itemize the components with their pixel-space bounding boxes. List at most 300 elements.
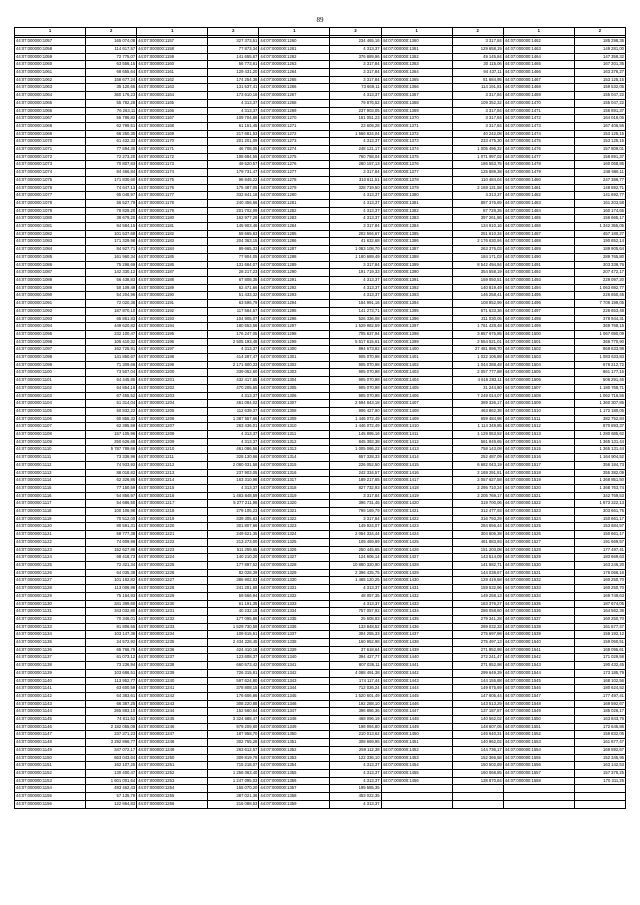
cadastral-number-cell: 44:07:000000:1395: [381, 307, 452, 315]
cadastral-value-cell: 184 171,03: [452, 253, 503, 261]
cadastral-number-cell: 44:07:000000:1500: [503, 330, 574, 338]
cadastral-value-cell: 382 752,84: [574, 415, 625, 423]
cadastral-value-cell: 133 848,52: [330, 623, 381, 631]
cadastral-number-cell: 44:07:000000:1227: [137, 577, 208, 585]
cadastral-value-cell: 143 513,29: [452, 700, 503, 708]
cadastral-number-cell: 44:07:000000:1189: [137, 284, 208, 292]
cadastral-value-cell: 2 168 131,58: [452, 184, 503, 192]
cadastral-number-cell: 44:07:000000:1282: [259, 207, 330, 215]
cadastral-number-cell: 44:07:000000:1184: [137, 246, 208, 254]
cadastral-number-cell: 44:07:000000:1373: [381, 138, 452, 146]
cadastral-value-cell: 309 819,78: [208, 754, 259, 762]
cadastral-value-cell: 326 130,66: [208, 454, 259, 462]
cadastral-number-cell: 44:07:000000:1206: [137, 415, 208, 423]
cadastral-value-cell: 31 244,80: [452, 384, 503, 392]
cadastral-value-cell: 73 336,96: [86, 454, 137, 462]
cadastral-value-cell: 171 830,60: [86, 176, 137, 184]
cadastral-number-cell: 44:07:000000:1494: [503, 284, 574, 292]
cadastral-number-cell: 44:07:000000:1438: [381, 639, 452, 647]
cadastral-number-cell: 44:07:000000:1077: [15, 192, 86, 200]
cadastral-value-cell: 158 891,37: [574, 153, 625, 161]
cadastral-number-cell: 44:07:000000:1558: [503, 777, 574, 785]
cadastral-number-cell: 44:07:000000:1102: [15, 384, 86, 392]
cadastral-number-cell: 44:07:000000:1175: [137, 176, 208, 184]
table-row: [15, 407, 626, 415]
cadastral-number-cell: 44:07:000000:1157: [137, 38, 208, 46]
cadastral-number-cell: 44:07:000000:1394: [381, 300, 452, 308]
cadastral-number-cell: 44:07:000000:1239: [137, 669, 208, 677]
cadastral-number-cell: 44:07:000000:1419: [381, 492, 452, 500]
cadastral-value-cell: 1 368 763,74: [574, 484, 625, 492]
cadastral-number-cell: 44:07:000000:1386: [381, 238, 452, 246]
cadastral-number-cell: 44:07:000000:1125: [15, 562, 86, 570]
cadastral-number-cell: 44:07:000000:1095: [15, 330, 86, 338]
cadastral-value-cell: 151 203,08: [452, 546, 503, 554]
cadastral-number-cell: 44:07:000000:1118: [15, 508, 86, 516]
cadastral-number-cell: 44:07:000000:1162: [137, 76, 208, 84]
cadastral-number-cell: 44:07:000000:1489: [503, 246, 574, 254]
cadastral-value-cell: 159 532,05: [574, 84, 625, 92]
cadastral-number-cell: 44:07:000000:1413: [381, 446, 452, 454]
table-row: [15, 538, 626, 546]
cadastral-number-cell: 44:07:000000:1177: [137, 192, 208, 200]
cadastral-value-cell: 1 005 066,22: [330, 446, 381, 454]
cadastral-number-cell: 44:07:000000:1497: [503, 307, 574, 315]
cadastral-value-cell: 23 609,28: [330, 122, 381, 130]
cadastral-number-cell: 44:07:000000:1327: [259, 554, 330, 562]
table-header-row: [15, 28, 626, 36]
cadastral-number-cell: 44:07:000000:1058: [15, 45, 86, 53]
cadastral-value-cell: 37 618,64: [330, 646, 381, 654]
table-row: [15, 92, 626, 100]
cadastral-value-cell: 263 436,01: [208, 423, 259, 431]
table-row: [15, 800, 626, 808]
cadastral-value-cell: 328 719,50: [330, 184, 381, 192]
cadastral-value-cell: 1 446 072,49: [330, 415, 381, 423]
cadastral-value-cell: 4 313,37: [330, 777, 381, 785]
cadastral-value-cell: 101 537,68: [86, 230, 137, 238]
cadastral-value-cell: 72 321,34: [86, 562, 137, 570]
cadastral-number-cell: 44:07:000000:1260: [259, 38, 330, 46]
cadastral-number-cell: 44:07:000000:1243: [137, 700, 208, 708]
cadastral-number-cell: 44:07:000000:1191: [137, 300, 208, 308]
table-row: [15, 346, 626, 354]
cadastral-value-cell: 312 477,93: [452, 508, 503, 516]
cadastral-value-cell: 122 864,83: [86, 800, 137, 808]
cadastral-value-cell: 149 924,07: [330, 523, 381, 531]
cadastral-number-cell: 44:07:000000:1241: [137, 685, 208, 693]
cadastral-number-cell: 44:07:000000:1190: [137, 292, 208, 300]
cadastral-value-cell: 64 383,61: [86, 692, 137, 700]
cadastral-value-cell: 160 250,70: [574, 577, 625, 585]
cadastral-value-cell: 57 135,79: [86, 793, 137, 801]
cadastral-value-cell: 62 471,66: [208, 284, 259, 292]
cadastral-value-cell: 70 346,01: [86, 615, 137, 623]
cadastral-value-cell: 40 242,08: [452, 130, 503, 138]
cadastral-value-cell: 58 665,63: [208, 230, 259, 238]
cadastral-value-cell: 1 005 496,32: [452, 146, 503, 154]
cadastral-value-cell: 164 991,16: [330, 300, 381, 308]
cadastral-number-cell: 44:07:000000:1214: [137, 477, 208, 485]
cadastral-number-cell: 44:07:000000:1078: [15, 199, 86, 207]
cadastral-value-cell: 861 177,15: [574, 369, 625, 377]
cadastral-value-cell: 75 298,69: [86, 261, 137, 269]
cadastral-number-cell: 44:07:000000:1104: [15, 400, 86, 408]
cadastral-value-cell: 226 653,48: [574, 307, 625, 315]
cadastral-value-cell: 163 843,76: [574, 716, 625, 724]
cadastral-number-cell: 44:07:000000:1469: [503, 92, 574, 100]
cadastral-number-cell: 44:07:000000:1188: [137, 276, 208, 284]
cadastral-value-cell: 4 313,37: [330, 284, 381, 292]
table-row: [15, 99, 626, 107]
table-row: [15, 500, 626, 508]
cadastral-number-cell: 44:07:000000:1416: [381, 469, 452, 477]
cadastral-number-cell: 44:07:000000:1535: [503, 600, 574, 608]
cadastral-value-cell: 159 192,12: [574, 631, 625, 639]
cadastral-value-cell: 275 697,98: [452, 631, 503, 639]
table-row: [15, 107, 626, 115]
cadastral-number-cell: 44:07:000000:1159: [137, 53, 208, 61]
table-row: [15, 654, 626, 662]
cadastral-value-cell: 526 336,08: [330, 315, 381, 323]
cadastral-number-cell: 44:07:000000:1365: [381, 76, 452, 84]
cadastral-number-cell: 44:07:000000:1179: [137, 207, 208, 215]
cadastral-value-cell: 3 317,84: [452, 92, 503, 100]
cadastral-number-cell: 44:07:000000:1244: [137, 708, 208, 716]
cadastral-number-cell: 44:07:000000:1313: [259, 446, 330, 454]
cadastral-number-cell: 44:07:000000:1057: [15, 38, 86, 46]
cadastral-number-cell: 44:07:000000:1161: [137, 69, 208, 77]
cadastral-value-cell: 250 626,68: [86, 438, 137, 446]
cadastral-value-cell: 138 870,84: [452, 777, 503, 785]
cadastral-value-cell: 153 684,57: [574, 523, 625, 531]
cadastral-number-cell: 44:07:000000:1220: [137, 523, 208, 531]
cadastral-number-cell: 44:07:000000:1435: [381, 615, 452, 623]
cadastral-value-cell: 155 047,22: [574, 99, 625, 107]
cadastral-value-cell: 129 419,58: [452, 577, 503, 585]
cadastral-value-cell: 162 107,25: [86, 762, 137, 770]
cadastral-number-cell: 44:07:000000:1232: [137, 615, 208, 623]
cadastral-value-cell: 237 903,05: [208, 469, 259, 477]
cadastral-number-cell: 44:07:000000:1207: [137, 423, 208, 431]
cadastral-value-cell: 177 497,41: [574, 692, 625, 700]
cadastral-number-cell: 44:07:000000:1106: [15, 415, 86, 423]
cadastral-value-cell: 64 035,38: [86, 569, 137, 577]
cadastral-value-cell: 316 793,29: [452, 515, 503, 523]
cadastral-number-cell: 44:07:000000:1140: [15, 677, 86, 685]
cadastral-number-cell: 44:07:000000:1319: [259, 492, 330, 500]
cadastral-value-cell: 191 669,57: [574, 538, 625, 546]
cadastral-value-cell: 1 465 120,25: [330, 577, 381, 585]
cadastral-value-cell: 2 434 228,45: [208, 639, 259, 647]
cadastral-number-cell: 44:07:000000:1539: [503, 631, 574, 639]
cadastral-number-cell: 44:07:000000:1391: [381, 276, 452, 284]
cadastral-number-cell: 44:07:000000:1193: [137, 315, 208, 323]
cadastral-number-cell: 44:07:000000:1509: [503, 400, 574, 408]
cadastral-value-cell: 657 328,33: [330, 454, 381, 462]
cadastral-number-cell: 44:07:000000:1124: [15, 554, 86, 562]
cadastral-value-cell: 234 465,16: [330, 38, 381, 46]
cadastral-number-cell: 44:07:000000:1382: [381, 207, 452, 215]
cadastral-value-cell: 159 050,51: [574, 639, 625, 647]
cadastral-value-cell: 152 627,86: [86, 546, 137, 554]
cadastral-number-cell: 44:07:000000:1131: [15, 608, 86, 616]
cadastral-number-cell: 44:07:000000:1482: [503, 192, 574, 200]
table-row: [15, 377, 626, 385]
cadastral-value-cell: 63 600,59: [86, 685, 137, 693]
cadastral-value-cell: 54 686,50: [86, 500, 137, 508]
cadastral-value-cell: 659 484,98: [452, 415, 503, 423]
cadastral-value-cell: 906 427,90: [330, 407, 381, 415]
cadastral-number-cell: 44:07:000000:1324: [259, 531, 330, 539]
cadastral-number-cell: 44:07:000000:1117: [15, 500, 86, 508]
cadastral-value-cell: 201 702,09: [208, 207, 259, 215]
cadastral-number-cell: 44:07:000000:1546: [503, 685, 574, 693]
cadastral-number-cell: 44:07:000000:1447: [381, 708, 452, 716]
cadastral-value-cell: 468 096,19: [330, 716, 381, 724]
cadastral-number-cell: 44:07:000000:1540: [503, 639, 574, 647]
cadastral-number-cell: 44:07:000000:1064: [15, 92, 86, 100]
cadastral-number-cell: 44:07:000000:1119: [15, 515, 86, 523]
cadastral-number-cell: 44:07:000000:1411: [381, 431, 452, 439]
cadastral-value-cell: 176 247,05: [208, 330, 259, 338]
cadastral-value-cell: 5 787 789,66: [86, 446, 137, 454]
cadastral-number-cell: 44:07:000000:1449: [381, 723, 452, 731]
cadastral-value-cell: 4 313,37: [330, 276, 381, 284]
cadastral-value-cell: 142 330,12: [86, 269, 137, 277]
cadastral-number-cell: 44:07:000000:1409: [381, 415, 452, 423]
cadastral-number-cell: 44:07:000000:1254: [137, 785, 208, 793]
cadastral-value-cell: 157 809,01: [574, 146, 625, 154]
cadastral-number-cell: 44:07:000000:1300: [259, 346, 330, 354]
cadastral-value-cell: 3 317,84: [330, 169, 381, 177]
cadastral-value-cell: 242 334,57: [330, 469, 381, 477]
cadastral-number-cell: 44:07:000000:1501: [503, 338, 574, 346]
page-number: 89: [316, 16, 324, 24]
cadastral-number-cell: 44:07:000000:1269: [259, 107, 330, 115]
cadastral-value-cell: 1 873 222,13: [574, 500, 625, 508]
cadastral-value-cell: 905 070,98: [330, 354, 381, 362]
table-row: [15, 369, 626, 377]
cadastral-number-cell: 44:07:000000:1420: [381, 500, 452, 508]
cadastral-value-cell: 94 437,11: [452, 69, 503, 77]
cadastral-number-cell: 44:07:000000:1443: [381, 677, 452, 685]
cadastral-number-cell: 44:07:000000:1464: [503, 53, 574, 61]
cadastral-number-cell: 44:07:000000:1517: [503, 461, 574, 469]
cadastral-value-cell: 173 610,16: [208, 92, 259, 100]
cadastral-value-cell: 160 068,85: [452, 769, 503, 777]
cadastral-number-cell: 44:07:000000:1178: [137, 199, 208, 207]
cadastral-number-cell: 44:07:000000:1557: [503, 769, 574, 777]
cadastral-number-cell: 44:07:000000:1268: [259, 99, 330, 107]
cadastral-number-cell: 44:07:000000:1397: [381, 323, 452, 331]
cadastral-number-cell: [381, 785, 452, 793]
cadastral-value-cell: 152 366,58: [452, 754, 503, 762]
cadastral-number-cell: 44:07:000000:1528: [503, 546, 574, 554]
cadastral-number-cell: 44:07:000000:1401: [381, 354, 452, 362]
table-row: [15, 446, 626, 454]
cadastral-number-cell: 44:07:000000:1356: [259, 777, 330, 785]
table-row: [15, 207, 626, 215]
cadastral-number-cell: 44:07:000000:1301: [259, 354, 330, 362]
cadastral-number-cell: 44:07:000000:1332: [259, 592, 330, 600]
cadastral-number-cell: 44:07:000000:1293: [259, 292, 330, 300]
cadastral-value-cell: 174 254,38: [208, 76, 259, 84]
cadastral-number-cell: 44:07:000000:1481: [503, 184, 574, 192]
cadastral-value-cell: 2 057 777,88: [452, 369, 503, 377]
table-row: [15, 700, 626, 708]
cadastral-number-cell: 44:07:000000:1083: [15, 238, 86, 246]
column-header: 1: [137, 28, 208, 36]
cadastral-value-cell: 1 342 355,05: [574, 223, 625, 231]
cadastral-value-cell: 1 129 553,52: [452, 431, 503, 439]
cadastral-number-cell: 44:07:000000:1071: [15, 146, 86, 154]
cadastral-value-cell: 511 259,65: [208, 546, 259, 554]
cadastral-number-cell: 44:07:000000:1223: [137, 546, 208, 554]
cadastral-number-cell: 44:07:000000:1507: [503, 384, 574, 392]
cadastral-number-cell: 44:07:000000:1187: [137, 269, 208, 277]
cadastral-number-cell: 44:07:000000:1146: [15, 723, 86, 731]
cadastral-value-cell: 48 057,35: [330, 592, 381, 600]
cadastral-number-cell: 44:07:000000:1504: [503, 361, 574, 369]
cadastral-value-cell: 67 455,52: [86, 392, 137, 400]
cadastral-number-cell: 44:07:000000:1272: [259, 130, 330, 138]
cadastral-number-cell: 44:07:000000:1452: [381, 746, 452, 754]
cadastral-number-cell: 44:07:000000:1263: [259, 61, 330, 69]
cadastral-value-cell: 2 169 291,81: [452, 469, 503, 477]
cadastral-value-cell: 140 210,20: [208, 554, 259, 562]
table-row: [15, 623, 626, 631]
cadastral-number-cell: 44:07:000000:1212: [137, 461, 208, 469]
table-row: [15, 53, 626, 61]
cadastral-number-cell: 44:07:000000:1228: [137, 585, 208, 593]
cadastral-value-cell: 726 315,81: [208, 669, 259, 677]
cadastral-number-cell: 44:07:000000:1115: [15, 484, 86, 492]
cadastral-number-cell: 44:07:000000:1224: [137, 554, 208, 562]
cadastral-number-cell: 44:07:000000:1081: [15, 223, 86, 231]
cadastral-value-cell: 7 249 014,07: [452, 392, 503, 400]
cadastral-value-cell: 51 314,04: [86, 400, 137, 408]
cadastral-value-cell: 1 483 848,59: [208, 492, 259, 500]
cadastral-value-cell: 187 870,10: [86, 307, 137, 315]
cadastral-value-cell: 81 806,55: [86, 623, 137, 631]
cadastral-number-cell: 44:07:000000:1120: [15, 523, 86, 531]
cadastral-value-cell: 62 326,86: [86, 477, 137, 485]
cadastral-number-cell: 44:07:000000:1527: [503, 538, 574, 546]
cadastral-value-cell: 41 632,68: [330, 238, 381, 246]
cadastral-number-cell: 44:07:000000:1270: [259, 115, 330, 123]
cadastral-number-cell: 44:07:000000:1089: [15, 284, 86, 292]
cadastral-value-cell: 303 338,76: [574, 261, 625, 269]
cadastral-value-cell: 168 095,61: [574, 646, 625, 654]
cadastral-number-cell: 44:07:000000:1129: [15, 592, 86, 600]
cadastral-number-cell: 44:07:000000:1311: [259, 431, 330, 439]
cadastral-value-cell: 161 960,34: [86, 253, 137, 261]
cadastral-value-cell: 74 647,13: [86, 184, 137, 192]
cadastral-value-cell: 167 201,35: [574, 61, 625, 69]
cadastral-value-cell: 4 313,37: [330, 585, 381, 593]
cadastral-number-cell: 44:07:000000:1521: [503, 492, 574, 500]
table-row: [15, 292, 626, 300]
cadastral-number-cell: 44:07:000000:1245: [137, 716, 208, 724]
cadastral-number-cell: 44:07:000000:1087: [15, 269, 86, 277]
cadastral-value-cell: 249 621,35: [208, 531, 259, 539]
cadastral-value-cell: 72 020,38: [86, 300, 137, 308]
cadastral-value-cell: 72 775,07: [86, 53, 137, 61]
cadastral-value-cell: 2 182 055,08: [86, 723, 137, 731]
cadastral-value-cell: 98 845,22: [208, 176, 259, 184]
cadastral-value-cell: 171 029,58: [574, 654, 625, 662]
cadastral-value-cell: 2 295 710,24: [452, 484, 503, 492]
cadastral-value-cell: 461 086,56: [208, 446, 259, 454]
cadastral-number-cell: 44:07:000000:1354: [259, 762, 330, 770]
cadastral-value-cell: 175 487,05: [208, 184, 259, 192]
cadastral-value-cell: 70 512,00: [86, 515, 137, 523]
cadastral-value-cell: 4 313,37: [208, 484, 259, 492]
cadastral-value-cell: 1 083 108,70: [330, 246, 381, 254]
cadastral-number-cell: 44:07:000000:1216: [137, 492, 208, 500]
cadastral-value-cell: 4 313,37: [330, 762, 381, 770]
cadastral-value-cell: [574, 793, 625, 801]
cadastral-number-cell: 44:07:000000:1138: [15, 662, 86, 670]
cadastral-value-cell: 461 883,93: [452, 538, 503, 546]
cadastral-number-cell: 44:07:000000:1472: [503, 115, 574, 123]
cadastral-value-cell: 74 609,99: [86, 538, 137, 546]
table-row: [15, 45, 626, 53]
cadastral-number-cell: 44:07:000000:1525: [503, 523, 574, 531]
cadastral-number-cell: 44:07:000000:1496: [503, 300, 574, 308]
cadastral-value-cell: 6 682 043,19: [452, 461, 503, 469]
cadastral-value-cell: 248 666,11: [574, 169, 625, 177]
cadastral-number-cell: 44:07:000000:1264: [259, 69, 330, 77]
cadastral-value-cell: 279 105,23: [208, 508, 259, 516]
cadastral-value-cell: 1 566 824,04: [330, 130, 381, 138]
cadastral-value-cell: 50 832,22: [86, 407, 137, 415]
cadastral-value-cell: 157 376,25: [574, 769, 625, 777]
cadastral-value-cell: 155 070,20: [208, 785, 259, 793]
cadastral-value-cell: 179 731,47: [208, 169, 259, 177]
cadastral-value-cell: 65 766,79: [86, 646, 137, 654]
cadastral-value-cell: 143 514,09: [452, 554, 503, 562]
cadastral-value-cell: 109 704,88: [208, 115, 259, 123]
table-row: [15, 122, 626, 130]
cadastral-value-cell: 62 799,51: [86, 122, 137, 130]
cadastral-value-cell: 1 529 730,58: [208, 623, 259, 631]
cadastral-number-cell: 44:07:000000:1492: [503, 269, 574, 277]
cadastral-number-cell: 44:07:000000:1384: [381, 223, 452, 231]
table-row: [15, 716, 626, 724]
cadastral-value-cell: 55 782,28: [86, 99, 137, 107]
cadastral-number-cell: 44:07:000000:1433: [381, 600, 452, 608]
cadastral-number-cell: 44:07:000000:1426: [381, 546, 452, 554]
table-row: [15, 454, 626, 462]
cadastral-number-cell: 44:07:000000:1075: [15, 176, 86, 184]
cadastral-value-cell: 378 944,31: [574, 315, 625, 323]
cadastral-value-cell: 61 432,33: [86, 138, 137, 146]
cadastral-value-cell: 226 650,45: [574, 292, 625, 300]
cadastral-number-cell: 44:07:000000:1280: [259, 192, 330, 200]
cadastral-value-cell: 54 204,96: [86, 292, 137, 300]
cadastral-number-cell: 44:07:000000:1166: [137, 107, 208, 115]
table-row: [15, 246, 626, 254]
table-row: [15, 146, 626, 154]
cadastral-value-cell: 74 811,52: [86, 716, 137, 724]
table-row: [15, 546, 626, 554]
table-row: [15, 508, 626, 516]
cadastral-number-cell: 44:07:000000:1498: [503, 315, 574, 323]
table-row: [15, 161, 626, 169]
cadastral-number-cell: 44:07:000000:1233: [137, 623, 208, 631]
